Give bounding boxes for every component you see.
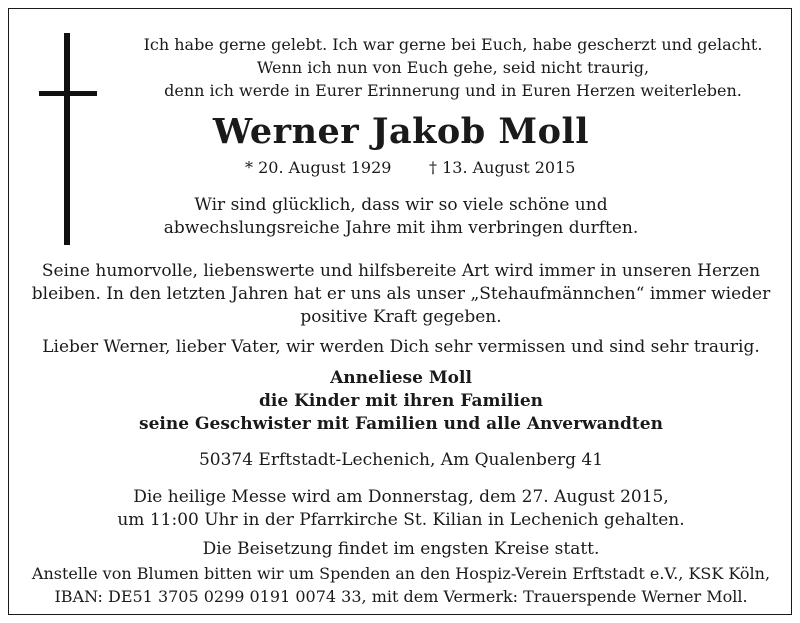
burial-notice: Die Beisetzung findet im engsten Kreise statt. bbox=[202, 539, 600, 559]
message-2-line-3: positive Kraft gegeben. bbox=[300, 307, 502, 327]
birth-date: * 20. August 1929 bbox=[245, 158, 392, 177]
deceased-name: Werner Jakob Moll bbox=[212, 111, 590, 152]
poem-line-2: Wenn ich nun von Euch gehe, seid nicht traurig, bbox=[256, 58, 650, 77]
donation-line-2: IBAN: DE51 3705 0299 0191 0074 33, mit dem Vermerk: Trauerspende Werner Moll. bbox=[54, 587, 748, 606]
poem-line-1: Ich habe gerne gelebt. Ich war gerne bei Euch, habe gescherzt und gelacht. bbox=[143, 35, 763, 54]
message-2-line-2: bleiben. In den letzten Jahren hat er uns als unser „Stehaufmännchen“ immer wieder bbox=[31, 284, 771, 304]
mass-line-1: Die heilige Messe wird am Donnerstag, dem 27. August 2015, bbox=[133, 487, 669, 507]
message-1-line-1: Wir sind glücklich, dass wir so viele schöne und bbox=[194, 195, 608, 215]
message-3: Lieber Werner, lieber Vater, wir werden Dich sehr vermissen und sind sehr traurig. bbox=[42, 337, 760, 357]
mourner-1: Anneliese Moll bbox=[330, 368, 472, 388]
message-1-line-2: abwechslungsreiche Jahre mit ihm verbringen durften. bbox=[163, 218, 639, 238]
death-date: † 13. August 2015 bbox=[429, 158, 576, 177]
message-2-line-1: Seine humorvolle, liebenswerte und hilfsbereite Art wird immer in unseren Herzen bbox=[41, 261, 761, 281]
donation-line-1: Anstelle von Blumen bitten wir um Spenden an den Hospiz-Verein Erftstadt e.V., KSK Köln, bbox=[31, 564, 771, 583]
mass-line-2: um 11:00 Uhr in der Pfarrkirche St. Kilian in Lechenich gehalten. bbox=[117, 510, 685, 530]
mourner-2: die Kinder mit ihren Familien bbox=[258, 391, 544, 411]
family-address: 50374 Erftstadt-Lechenich, Am Qualenberg 41 bbox=[198, 450, 604, 470]
obituary-notice bbox=[8, 8, 792, 615]
poem-line-3: denn ich werde in Eurer Erinnerung und in Euren Herzen weiterleben. bbox=[164, 81, 742, 100]
mourner-3: seine Geschwister mit Familien und alle Anverwandten bbox=[139, 414, 663, 434]
